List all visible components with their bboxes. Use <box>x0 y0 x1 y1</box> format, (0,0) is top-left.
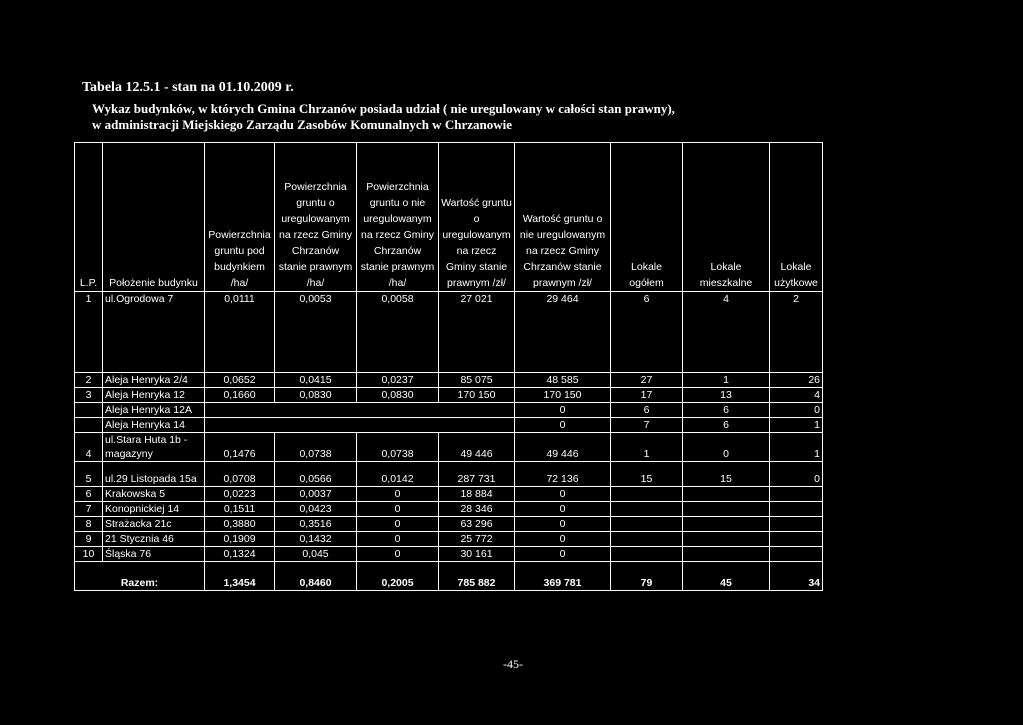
cell-lp: 4 <box>75 433 103 462</box>
cell-value-unregulated: 72 136 <box>515 462 611 487</box>
cell-area-regulated: 0,3516 <box>275 517 357 532</box>
cell-value-regulated: 49 446 <box>439 433 515 462</box>
cell-units-residential: 6 <box>683 418 770 433</box>
subtitle-line-2: w administracji Miejskiego Zarządu Zasobów Komunalnych w Chrzanowie <box>92 117 512 132</box>
cell-location: Aleja Henryka 12 <box>103 388 205 403</box>
header-units-total: Lokale ogółem <box>611 143 683 292</box>
cell-units-residential: 13 <box>683 388 770 403</box>
cell-units-total <box>611 532 683 547</box>
cell-area-total: 0,0111 <box>205 292 275 373</box>
cell-value-unregulated: 0 <box>515 487 611 502</box>
subtitle-line-1: Wykaz budynków, w których Gmina Chrzanów posiada udział ( nie uregulowany w całości stan prawny), <box>92 101 675 116</box>
buildings-table <box>74 142 823 591</box>
cell-units-total: 7 <box>611 418 683 433</box>
cell-lp: 3 <box>75 388 103 403</box>
cell-location: Aleja Henryka 12A <box>103 403 205 418</box>
header-location: Położenie budynku <box>103 143 205 292</box>
table-row <box>75 388 823 403</box>
cell-value-unregulated: 0 <box>515 517 611 532</box>
cell-lp: 1 <box>75 292 103 373</box>
cell-units-residential: 4 <box>683 292 770 373</box>
cell-lp: 2 <box>75 373 103 388</box>
total-units-residential: 45 <box>683 562 770 591</box>
cell-location: Krakowska 5 <box>103 487 205 502</box>
cell-value-regulated: 18 884 <box>439 487 515 502</box>
cell-area-regulated: 0,045 <box>275 547 357 562</box>
cell-units-total: 6 <box>611 292 683 373</box>
cell-area-unregulated: 0 <box>357 547 439 562</box>
cell-units-commercial <box>770 532 823 547</box>
cell-location: ul.29 Listopada 15a <box>103 462 205 487</box>
cell-location: ul.Ogrodowa 7 <box>103 292 205 373</box>
cell-area-unregulated: 0 <box>357 502 439 517</box>
cell-area-unregulated: 0,0830 <box>357 388 439 403</box>
cell-units-residential <box>683 502 770 517</box>
cell-units-commercial <box>770 547 823 562</box>
cell-units-total: 17 <box>611 388 683 403</box>
cell-lp: 9 <box>75 532 103 547</box>
cell-units-commercial <box>770 517 823 532</box>
cell-area-regulated: 0,0415 <box>275 373 357 388</box>
table-row <box>75 373 823 388</box>
cell-location: Aleja Henryka 2/4 <box>103 373 205 388</box>
cell-units-commercial: 0 <box>770 462 823 487</box>
cell-value-unregulated: 0 <box>515 547 611 562</box>
cell-area-unregulated: 0,0237 <box>357 373 439 388</box>
table-title: Tabela 12.5.1 - stan na 01.10.2009 r. <box>82 80 294 95</box>
cell-area-total: 0,1324 <box>205 547 275 562</box>
total-units-total: 79 <box>611 562 683 591</box>
cell-value-unregulated: 0 <box>515 418 611 433</box>
cell-area-regulated: 0,0423 <box>275 502 357 517</box>
cell-location: 21 Stycznia 46 <box>103 532 205 547</box>
cell-value-unregulated: 29 464 <box>515 292 611 373</box>
cell-units-commercial: 1 <box>770 418 823 433</box>
cell-location: Konopnickiej 14 <box>103 502 205 517</box>
cell-area-unregulated: 0 <box>357 487 439 502</box>
cell-units-total: 27 <box>611 373 683 388</box>
cell-area-regulated: 0,0830 <box>275 388 357 403</box>
cell-units-total: 15 <box>611 462 683 487</box>
header-units-commercial: Lokale użytkowe <box>770 143 823 292</box>
cell-lp: 7 <box>75 502 103 517</box>
table-row <box>75 502 823 517</box>
table-row <box>75 433 823 462</box>
total-units-commercial: 34 <box>770 562 823 591</box>
table-row <box>75 547 823 562</box>
cell-value-regulated: 85 075 <box>439 373 515 388</box>
cell-area-unregulated: 0,0058 <box>357 292 439 373</box>
cell-area-unregulated: 0,0738 <box>357 433 439 462</box>
table-row <box>75 517 823 532</box>
total-area-unregulated: 0,2005 <box>357 562 439 591</box>
cell-units-commercial: 4 <box>770 388 823 403</box>
table-row <box>75 462 823 487</box>
cell-lp <box>75 403 103 418</box>
cell-units-commercial: 26 <box>770 373 823 388</box>
total-value-unregulated: 369 781 <box>515 562 611 591</box>
cell-empty-span <box>205 418 515 433</box>
cell-area-total: 0,1476 <box>205 433 275 462</box>
cell-units-total: 6 <box>611 403 683 418</box>
cell-area-unregulated: 0 <box>357 532 439 547</box>
cell-units-commercial <box>770 487 823 502</box>
cell-value-unregulated: 0 <box>515 532 611 547</box>
table-row <box>75 487 823 502</box>
header-area-total: Powierzchnia gruntu pod budynkiem /ha/ <box>205 143 275 292</box>
cell-units-residential: 0 <box>683 433 770 462</box>
cell-units-residential: 15 <box>683 462 770 487</box>
cell-location: Strażacka 21c <box>103 517 205 532</box>
header-row <box>75 143 823 292</box>
cell-value-unregulated: 0 <box>515 403 611 418</box>
cell-value-regulated: 25 772 <box>439 532 515 547</box>
cell-units-residential <box>683 532 770 547</box>
cell-area-total: 0,3880 <box>205 517 275 532</box>
cell-area-total: 0,0652 <box>205 373 275 388</box>
table-row <box>75 532 823 547</box>
cell-units-total <box>611 502 683 517</box>
cell-units-residential <box>683 547 770 562</box>
total-area-regulated: 0,8460 <box>275 562 357 591</box>
header-lp: L.P. <box>75 143 103 292</box>
cell-units-residential: 1 <box>683 373 770 388</box>
cell-area-total: 0,0223 <box>205 487 275 502</box>
cell-value-regulated: 287 731 <box>439 462 515 487</box>
cell-units-total <box>611 487 683 502</box>
cell-lp: 5 <box>75 462 103 487</box>
total-row <box>75 562 823 591</box>
cell-value-regulated: 28 346 <box>439 502 515 517</box>
cell-units-commercial: 1 <box>770 433 823 462</box>
cell-area-total: 0,1660 <box>205 388 275 403</box>
cell-empty-span <box>205 403 515 418</box>
total-label: Razem: <box>75 562 205 591</box>
header-area-unregulated: Powierzchnia gruntu o nie uregulowanym na rzecz Gminy Chrzanów stanie prawnym /ha/ <box>357 143 439 292</box>
cell-lp <box>75 418 103 433</box>
header-value-unregulated: Wartość gruntu o nie uregulowanym na rzecz Gminy Chrzanów stanie prawnym /zł/ <box>515 143 611 292</box>
cell-lp: 8 <box>75 517 103 532</box>
table-row <box>75 418 823 433</box>
cell-value-unregulated: 0 <box>515 502 611 517</box>
cell-lp: 6 <box>75 487 103 502</box>
cell-location: Aleja Henryka 14 <box>103 418 205 433</box>
header-area-regulated: Powierzchnia gruntu o uregulowanym na rzecz Gminy Chrzanów stanie prawnym /ha/ <box>275 143 357 292</box>
cell-value-unregulated: 48 585 <box>515 373 611 388</box>
cell-units-residential <box>683 487 770 502</box>
table-subtitle <box>92 101 675 133</box>
cell-units-residential <box>683 517 770 532</box>
cell-area-total: 0,0708 <box>205 462 275 487</box>
cell-area-total: 0,1511 <box>205 502 275 517</box>
cell-value-regulated: 27 021 <box>439 292 515 373</box>
cell-area-unregulated: 0,0142 <box>357 462 439 487</box>
cell-units-commercial <box>770 502 823 517</box>
total-value-regulated: 785 882 <box>439 562 515 591</box>
table-row <box>75 292 823 373</box>
cell-location: Śląska 76 <box>103 547 205 562</box>
cell-units-commercial: 2 <box>770 292 823 373</box>
cell-units-residential: 6 <box>683 403 770 418</box>
cell-area-regulated: 0,0037 <box>275 487 357 502</box>
cell-units-commercial: 0 <box>770 403 823 418</box>
table-row <box>75 403 823 418</box>
cell-value-unregulated: 49 446 <box>515 433 611 462</box>
cell-value-regulated: 170 150 <box>439 388 515 403</box>
cell-units-total <box>611 547 683 562</box>
cell-area-unregulated: 0 <box>357 517 439 532</box>
header-units-residential: Lokale mieszkalne <box>683 143 770 292</box>
cell-area-regulated: 0,1432 <box>275 532 357 547</box>
cell-value-regulated: 30 161 <box>439 547 515 562</box>
cell-area-regulated: 0,0053 <box>275 292 357 373</box>
cell-value-unregulated: 170 150 <box>515 388 611 403</box>
cell-area-regulated: 0,0738 <box>275 433 357 462</box>
cell-lp: 10 <box>75 547 103 562</box>
header-value-regulated: Wartość gruntu o uregulowanym na rzecz Gminy stanie prawnym /zł/ <box>439 143 515 292</box>
cell-units-total <box>611 517 683 532</box>
cell-units-total: 1 <box>611 433 683 462</box>
total-area-total: 1,3454 <box>205 562 275 591</box>
cell-location: ul.Stara Huta 1b - magazyny <box>103 433 205 462</box>
page-number: -45- <box>503 657 523 671</box>
cell-area-total: 0,1909 <box>205 532 275 547</box>
cell-value-regulated: 63 296 <box>439 517 515 532</box>
cell-area-regulated: 0,0566 <box>275 462 357 487</box>
